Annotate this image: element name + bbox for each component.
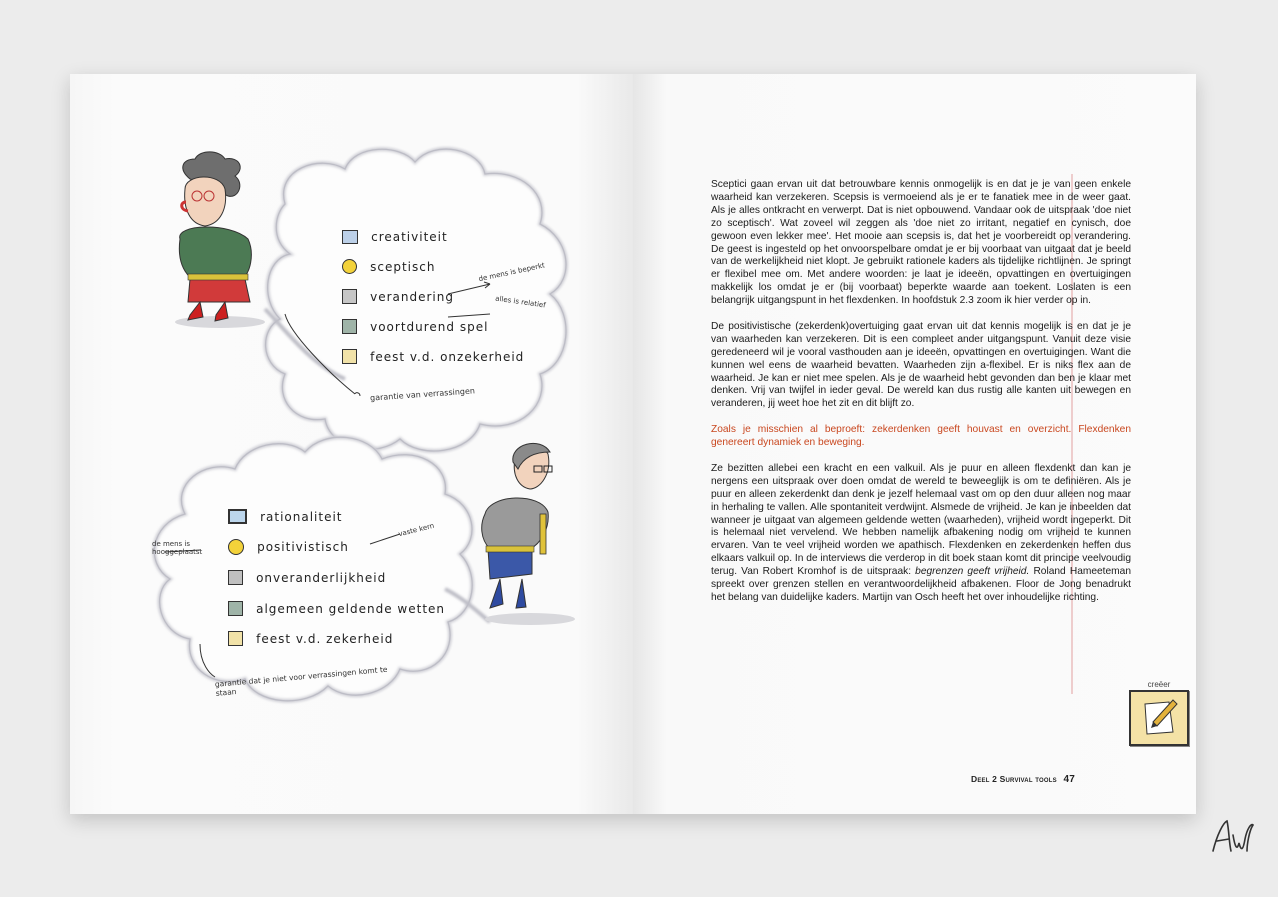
item-label: feest v.d. onzekerheid [370,350,525,364]
list-item [342,286,454,305]
paragraph: De positivistische (zekerdenk)overtuiging gaat ervan uit dat kennis mogelijk is en dat je je van waarheden kan verzekeren. Dit is een compleet ander uitgangspunt. Vanuit deze visie geredeneerd wil je vooral vasthouden aan je ideeën, opvattingen en overtuigingen. Want die kunnen wel eens de waarheid bevatten. Waarheden zijn a-flexibel. Er is niks flex aan de waarheid. Je kan er niet mee spelen. Als je de waarheid hebt gevonden dan ben je klaar met denken. Vrij van twijfel in ieder geval. De wereld kan dus rustig alle kanten uit bewegen en veranderen, jij weet hoe het zit en dit blijft zo. [711,320,1131,410]
pencil-paper-icon [1129,690,1189,746]
quote-text: begrenzen geeft vrijheid. [915,566,1030,578]
note-text: de mens is beperkt [477,261,546,284]
list-item [342,226,448,245]
item-label: sceptisch [370,260,436,274]
item-label: onveranderlijkheid [256,571,387,585]
item-label: positivistisch [257,540,349,554]
list-item [228,536,349,555]
cake-icon [342,349,357,364]
page-number: 47 [1063,774,1076,785]
paragraph-text: Roland Hameeteman spreekt over grenzen stellen en verantwoordelijkheid afbakenen. Floor de Jong benadrukt het belang van duidelijke kaders. Martijn van Osch heeft het over inhoudelijke richting. [711,566,1131,603]
list-item [342,346,524,365]
item-label: verandering [370,290,454,304]
folio-part: Deel 2 Survival tools [971,774,1057,784]
screen-icon [228,509,247,524]
list-item [228,506,343,525]
list-item [228,567,386,586]
list-item [342,256,435,275]
highlight-paragraph: Zoals je misschien al beproeft: zekerdenken geeft houvast en overzicht. Flexdenken genereert dynamiek en beweging. [711,424,1131,449]
paragraph-text: Ze bezitten allebei een kracht en een valkuil. Als je puur en alleen flexdenkt dan kan je nergens een uitspraak over doen omdat de wereld te beweeglijk is om te definiëren. Als je puur en alleen zekerdenkt dan denk je jezelf helemaal vast om op den duur alleen nog maar in herhaling te vallen. Alle spontaniteit verdwijnt. Alsmede de vrijheid. Je kan je inbeelden dat wanneer je uitgaat van algemeen geldende wetten (waarheden), vrijheid wordt ingeperkt. Dit is helemaal niet vervelend. We hebben namelijk afbakening nodig om vrijheid te kunnen ervaren. Van te veel vrijheid worden we apathisch. Flexdenken en zekerdenken heffen dus elkaars valkuil op. In de interviews die verderop in dit boek staan komt dit principe veelvoudig terug. Van Robert Kromhof is de uitspraak: [711,462,1131,578]
item-label: rationaliteit [260,510,343,524]
dot-icon [228,570,243,585]
page-footer [971,774,1075,785]
creeer-badge [1128,680,1190,746]
book-spread [70,74,1196,814]
left-page [70,74,633,814]
character-sceptic [175,152,265,328]
cycle-icon [342,319,357,334]
cloud-footer: garantie dat je niet voor verrassingen komt te staan [214,664,388,698]
item-label: algemeen geldende wetten [256,602,446,616]
paragraph [711,463,1131,605]
creeer-label: creëer [1147,680,1171,689]
paragraph: Sceptici gaan ervan uit dat betrouwbare kennis onmogelijk is en dat je je van geen enkele waarheid kan verzekeren. Scepsis is vermoeiend als je er te fanatiek mee in de weer gaat. Als je alles ontkracht en verwerpt. Dat is niet opbouwend. Vandaar ook de uitspraak 'doe niet zo sceptisch'. Wat zoveel wil zeggen als 'doe niet zo irritant, negatief en cynisch, doe gewoon even lekker mee'. Het mooie aan scepsis is, dat het je voorbereidt op verandering. De geest is ingesteld op het onvoorspelbare omdat je er bij voorbaat van uitgaat dat je beeld van de werkelijkheid niet klopt. Je gebruikt rationele kaders als tijdelijke richtlijnen. Je springt er flexibel mee om. Met andere woorden: je laat je ideeën, opvattingen en overtuigingen makkelijk los omdat je er (bij voorbaat) beperkte waarde aan toekent. Loslaten is een belangrijk uitgangspunt in het flexdenken. In hoofdstuk 2.3 zoom ik hier verder op in. [711,179,1131,307]
item-label: feest v.d. zekerheid [256,632,394,646]
character-positivist [482,443,575,625]
arrows-icon [342,289,357,304]
item-label: voortdurend spel [370,320,489,334]
signature-logo [1207,815,1259,859]
body-text [711,179,1131,605]
list-item [228,598,445,617]
list-item [228,628,393,647]
list-icon [228,601,243,616]
book-icon [342,230,358,244]
list-item [342,316,488,335]
note-text: vaste kern [397,521,436,539]
smiley-icon [342,259,357,274]
left-illustration [70,74,633,814]
note-text: de mens is hooggeplaatst [152,540,203,556]
item-label: creativiteit [371,230,448,244]
cake-icon [228,631,243,646]
cloud-footer: garantie van verrassingen [369,386,476,403]
note-text: alles is relatief [494,294,547,310]
right-page [633,74,1196,814]
smiley-icon [228,539,244,555]
